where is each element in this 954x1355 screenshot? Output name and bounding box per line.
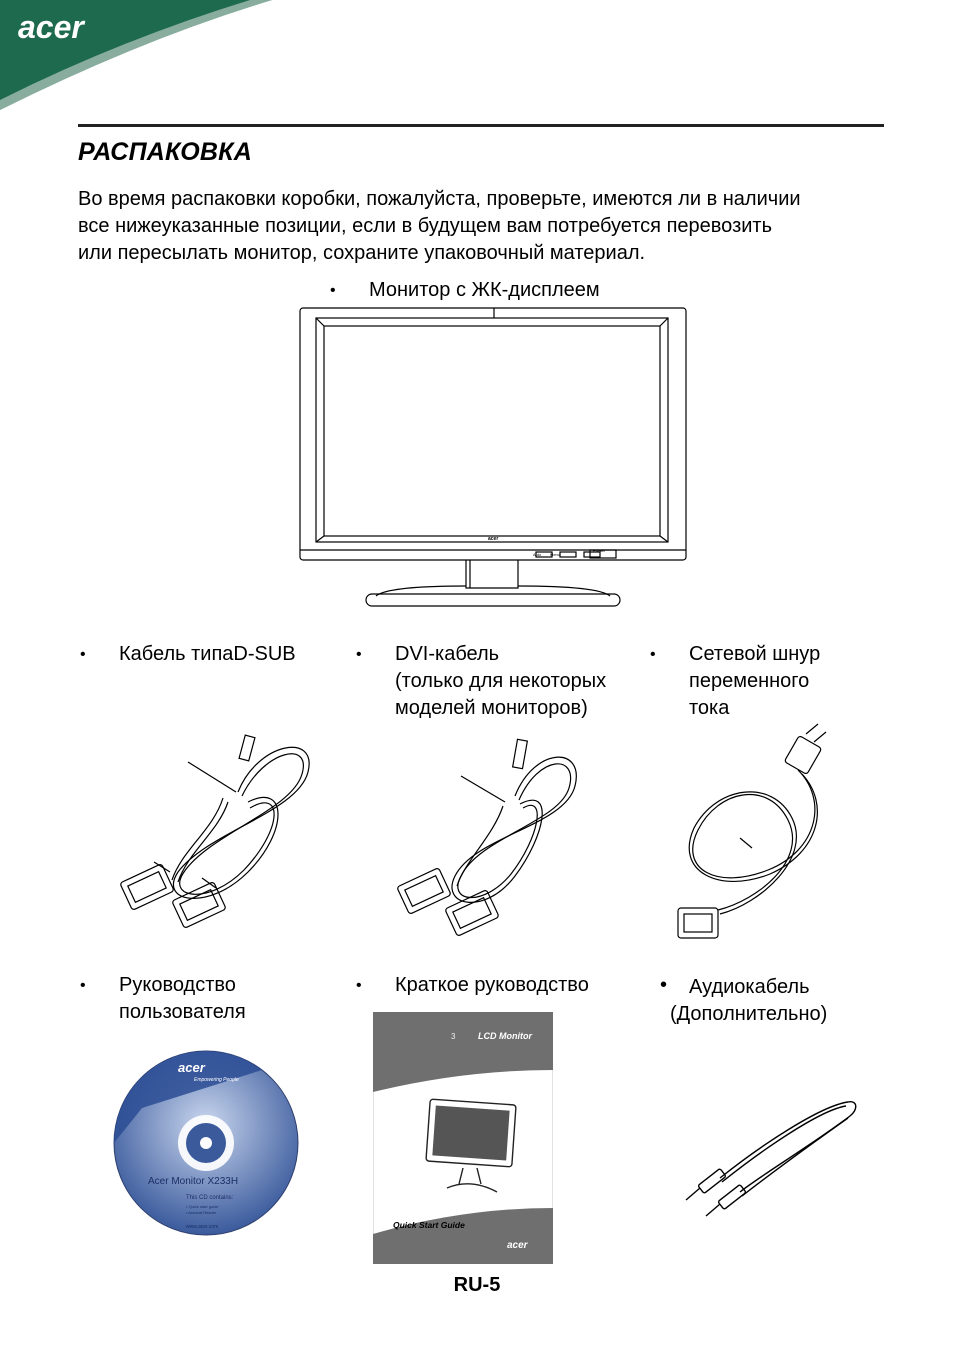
booklet-acer-logo: acer [507, 1240, 528, 1251]
cd-item: • Acrobat Reader [186, 1210, 217, 1215]
intro-line: все нижеуказанные позиции, если в будущем вам потребуется перевозить [78, 215, 772, 237]
power-cord-illustration [668, 720, 840, 944]
cd-contains: This CD contains: [186, 1195, 234, 1201]
item-label: Руководство [119, 974, 236, 996]
item-audio-cable [660, 972, 880, 1028]
dsub-cable-illustration [118, 722, 334, 934]
item-label: Монитор с ЖК-дисплеем [369, 279, 600, 301]
item-user-manual [80, 972, 330, 1028]
item-label: (Дополнительно) [670, 1003, 828, 1025]
intro-paragraph [78, 186, 880, 267]
item-dvi-cable [356, 641, 646, 725]
quick-start-booklet [373, 1012, 553, 1264]
cd-acer-logo: acer [178, 1060, 205, 1075]
booklet-title: LCD Monitor [478, 1031, 532, 1041]
item-label: DVI-кабель [395, 643, 500, 665]
monitor-brand: acer [488, 536, 499, 542]
intro-line: или пересылать монитор, сохраните упаковочный материал. [78, 242, 646, 264]
dvi-cable-illustration [395, 736, 585, 944]
bullet: • [660, 974, 668, 996]
power-button: Power [593, 548, 606, 553]
intro-line: Во время распаковки коробки, пожалуйста, проверьте, имеются ли в наличии [78, 188, 801, 210]
auto-button: Auto [533, 552, 542, 557]
bullet: • [356, 646, 362, 663]
item-label: (только для некоторых [395, 670, 607, 692]
cd-item: • Quick start guide [186, 1204, 219, 1209]
item-label: тока [689, 697, 730, 719]
cd-illustration [112, 1048, 300, 1238]
item-monitor [330, 277, 650, 305]
item-label: Аудиокабель [689, 976, 810, 998]
page-number: RU-5 [453, 1274, 501, 1296]
bullet: • [80, 646, 86, 663]
acer-logo: acer [18, 9, 84, 45]
cd-product-name: Acer Monitor X233H [148, 1176, 239, 1187]
item-label: Кабель типаD-SUB [119, 643, 296, 665]
item-dsub-cable [80, 641, 330, 671]
monitor-illustration [298, 306, 688, 610]
booklet-footer: Quick Start Guide [393, 1220, 465, 1230]
section-title: РАСПАКОВКА [78, 138, 252, 166]
booklet-page: 3 [451, 1032, 456, 1041]
item-label: пользователя [119, 1001, 246, 1023]
bullet: • [650, 646, 656, 663]
cd-tagline: Empowering People [194, 1077, 239, 1083]
bullet: • [330, 282, 336, 299]
item-quick-guide [356, 972, 646, 1002]
item-label: переменного [689, 670, 810, 692]
bullet: • [80, 977, 86, 994]
item-label: Сетевой шнур [689, 643, 821, 665]
item-power-cord [650, 641, 870, 725]
audio-cable-illustration [680, 1096, 860, 1218]
cd-url: www.acer.com [186, 1224, 219, 1230]
header-banner [0, 0, 954, 120]
bullet: • [356, 977, 362, 994]
title-rule [78, 124, 884, 127]
item-label: моделей мониторов) [395, 697, 588, 719]
item-label: Краткое руководство [395, 974, 589, 996]
menu-button: Menu [550, 552, 561, 557]
